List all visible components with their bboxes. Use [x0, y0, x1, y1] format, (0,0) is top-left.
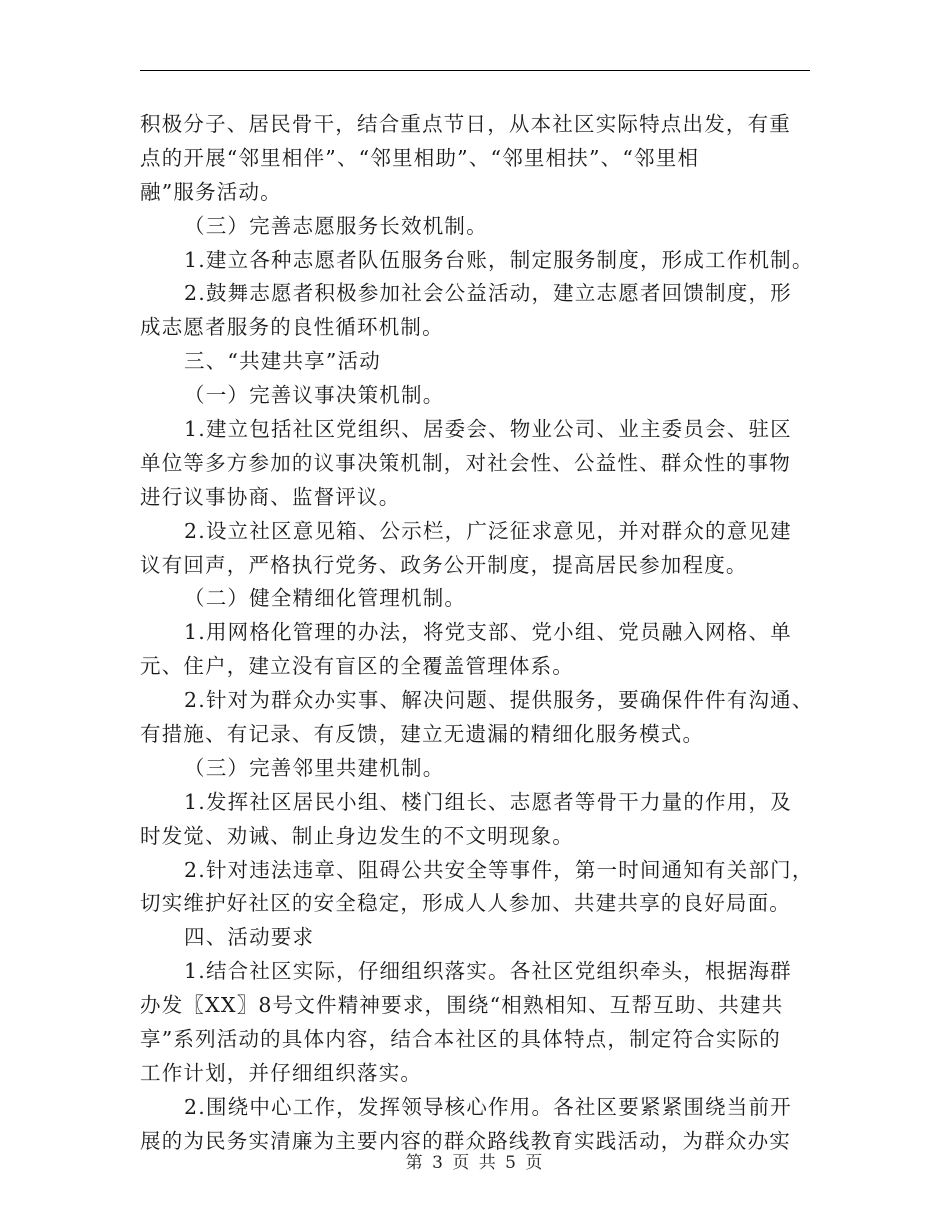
section-heading: （三）完善志愿服务长效机制。	[184, 213, 488, 238]
body-line: 时发觉、劝诫、制止身边发生的不文明现象。	[140, 823, 574, 848]
body-line: 2.针对违法违章、阻碍公共安全等事件，第一时间通知有关部门，	[184, 857, 814, 882]
section-heading: （三）完善邻里共建机制。	[184, 755, 445, 780]
body-line: 单位等多方参加的议事决策机制，对社会性、公益性、群众性的事物	[140, 450, 791, 475]
body-line: 成志愿者服务的良性循环机制。	[140, 315, 444, 340]
body-line: 2.设立社区意见箱、公示栏，广泛征求意见，并对群众的意见建	[184, 518, 792, 543]
section-heading: （一）完善议事决策机制。	[184, 383, 445, 408]
body-line: 点的开展“邻里相伴”、“邻里相助”、“邻里相扶”、“邻里相	[140, 145, 700, 170]
body-line: 1.建立包括社区党组织、居委会、物业公司、业主委员会、驻区	[184, 417, 792, 442]
body-line: 切实维护好社区的安全稳定，形成人人参加、共建共享的良好局面。	[140, 891, 791, 916]
document-body	[140, 108, 814, 1159]
body-line: 元、住户，建立没有盲区的全覆盖管理体系。	[140, 654, 574, 679]
body-line: 进行议事协商、监督评议。	[140, 484, 401, 509]
header-rule	[140, 70, 810, 71]
section-heading: 三、“共建共享”活动	[184, 349, 381, 374]
body-line: 2.针对为群众办实事、解决问题、提供服务，要确保件件有沟通、	[184, 688, 814, 713]
body-line: 议有回声，严格执行党务、政务公开制度，提高居民参加程度。	[140, 552, 748, 577]
body-line: 2.围绕中心工作，发挥领导核心作用。各社区要紧紧围绕当前开	[184, 1094, 792, 1119]
section-heading: 四、活动要求	[184, 925, 315, 950]
body-line: 1.结合社区实际，仔细组织落实。各社区党组织牵头，根据海群	[184, 959, 792, 984]
section-heading: （二）健全精细化管理机制。	[184, 586, 467, 611]
body-line: 展的为民务实清廉为主要内容的群众路线教育实践活动，为群众办实	[140, 1128, 791, 1153]
body-line: 融”服务活动。	[140, 179, 282, 204]
body-line: 1.建立各种志愿者队伍服务台账，制定服务制度，形成工作机制。	[184, 247, 814, 272]
body-line: 2.鼓舞志愿者积极参加社会公益活动，建立志愿者回馈制度，形	[184, 281, 792, 306]
body-line: 办发〖XX〗8号文件精神要求，围绕“相熟相知、互帮互助、共建共	[140, 993, 784, 1018]
body-line: 1.用网格化管理的办法，将党支部、党小组、党员融入网格、单	[184, 620, 792, 645]
body-line: 享”系列活动的具体内容，结合本社区的具体特点，制定符合实际的	[140, 1027, 781, 1052]
body-line: 有措施、有记录、有反馈，建立无遗漏的精细化服务模式。	[140, 722, 705, 747]
page-number: 第 3 页 共 5 页	[405, 1153, 545, 1173]
body-line: 积极分子、居民骨干，结合重点节日，从本社区实际特点出发，有重	[140, 112, 791, 136]
body-line: 1.发挥社区居民小组、楼门组长、志愿者等骨干力量的作用，及	[184, 789, 792, 814]
body-line: 工作计划，并仔细组织落实。	[140, 1060, 423, 1085]
